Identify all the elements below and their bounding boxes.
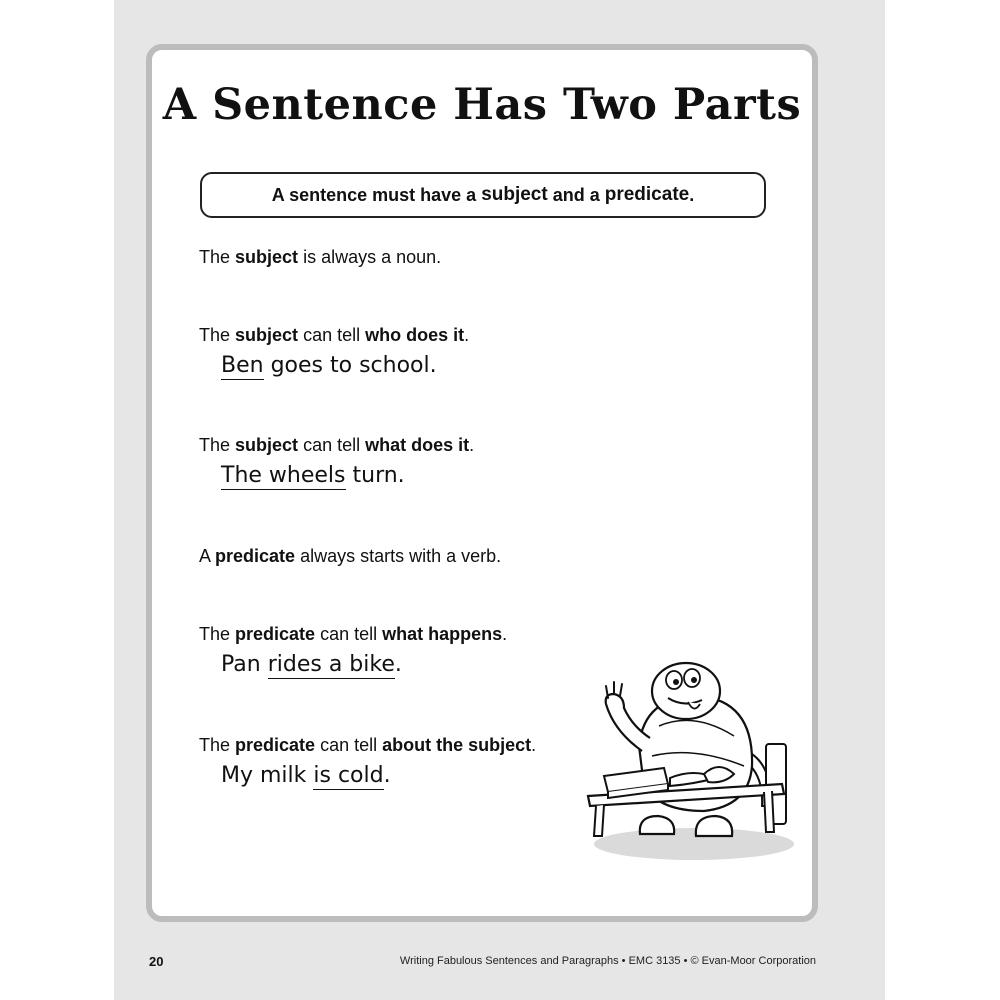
statement-text: . [469, 435, 475, 455]
example-sentence [221, 353, 437, 378]
statement-text: The [199, 435, 236, 455]
statement-predicate-about [199, 735, 536, 756]
example-underlined: is cold [313, 763, 384, 788]
rule-box [200, 172, 766, 218]
statement-keyword: predicate [215, 546, 296, 566]
statement-subject-what [199, 435, 474, 456]
statement-keyword: predicate [235, 735, 316, 755]
statement-keyword: what happens [382, 624, 503, 644]
statement-text: . [531, 735, 537, 755]
page-title: A Sentence Has Two Parts [162, 80, 802, 130]
statement-text: . [502, 624, 508, 644]
example-underlined: rides a bike [267, 652, 395, 677]
rule-keyword-subject: subject [481, 184, 548, 205]
example-text: . [383, 763, 391, 788]
rule-keyword-predicate: predicate [604, 184, 690, 205]
example-sentence [221, 652, 402, 677]
example-underlined: The wheels [221, 463, 346, 488]
statement-keyword: predicate [235, 624, 316, 644]
rule-middle: and a [547, 184, 605, 205]
example-text: My milk [221, 763, 314, 788]
example-text: goes to school. [263, 353, 437, 378]
statement-keyword: subject [235, 247, 299, 267]
rule-prefix: A sentence must have a [271, 184, 482, 205]
example-sentence [221, 463, 405, 488]
statement-text: is always a noun. [298, 247, 442, 267]
statement-keyword: who does it [365, 325, 465, 345]
example-sentence [221, 763, 391, 788]
statement-subject-who [199, 325, 469, 346]
statement-predicate-verb [199, 546, 501, 567]
statement-text: always starts with a verb. [295, 546, 502, 566]
statement-keyword: about the subject [382, 735, 532, 755]
statement-keyword: subject [235, 325, 299, 345]
statement-text: The [199, 735, 236, 755]
statement-text: A [199, 546, 216, 566]
example-text: . [394, 652, 402, 677]
statement-text: can tell [315, 735, 383, 755]
statement-text: can tell [298, 435, 366, 455]
statement-text: . [464, 325, 470, 345]
statement-predicate-happens [199, 624, 507, 645]
statement-text: The [199, 624, 236, 644]
footer-credit: Writing Fabulous Sentences and Paragraphs • EMC 3135 • © Evan-Moor Corporation [399, 955, 816, 967]
statement-keyword: subject [235, 435, 299, 455]
page-number: 20 [149, 954, 164, 969]
statement-keyword: what does it [365, 435, 470, 455]
example-underlined: Ben [221, 353, 264, 378]
statement-text: The [199, 247, 236, 267]
example-text: Pan [221, 652, 268, 677]
rule-suffix: . [689, 184, 695, 205]
statement-subject-noun [199, 247, 441, 268]
turtle-at-desk-illustration [584, 656, 796, 866]
example-text: turn. [345, 463, 405, 488]
statement-text: can tell [298, 325, 366, 345]
statement-text: The [199, 325, 236, 345]
statement-text: can tell [315, 624, 383, 644]
